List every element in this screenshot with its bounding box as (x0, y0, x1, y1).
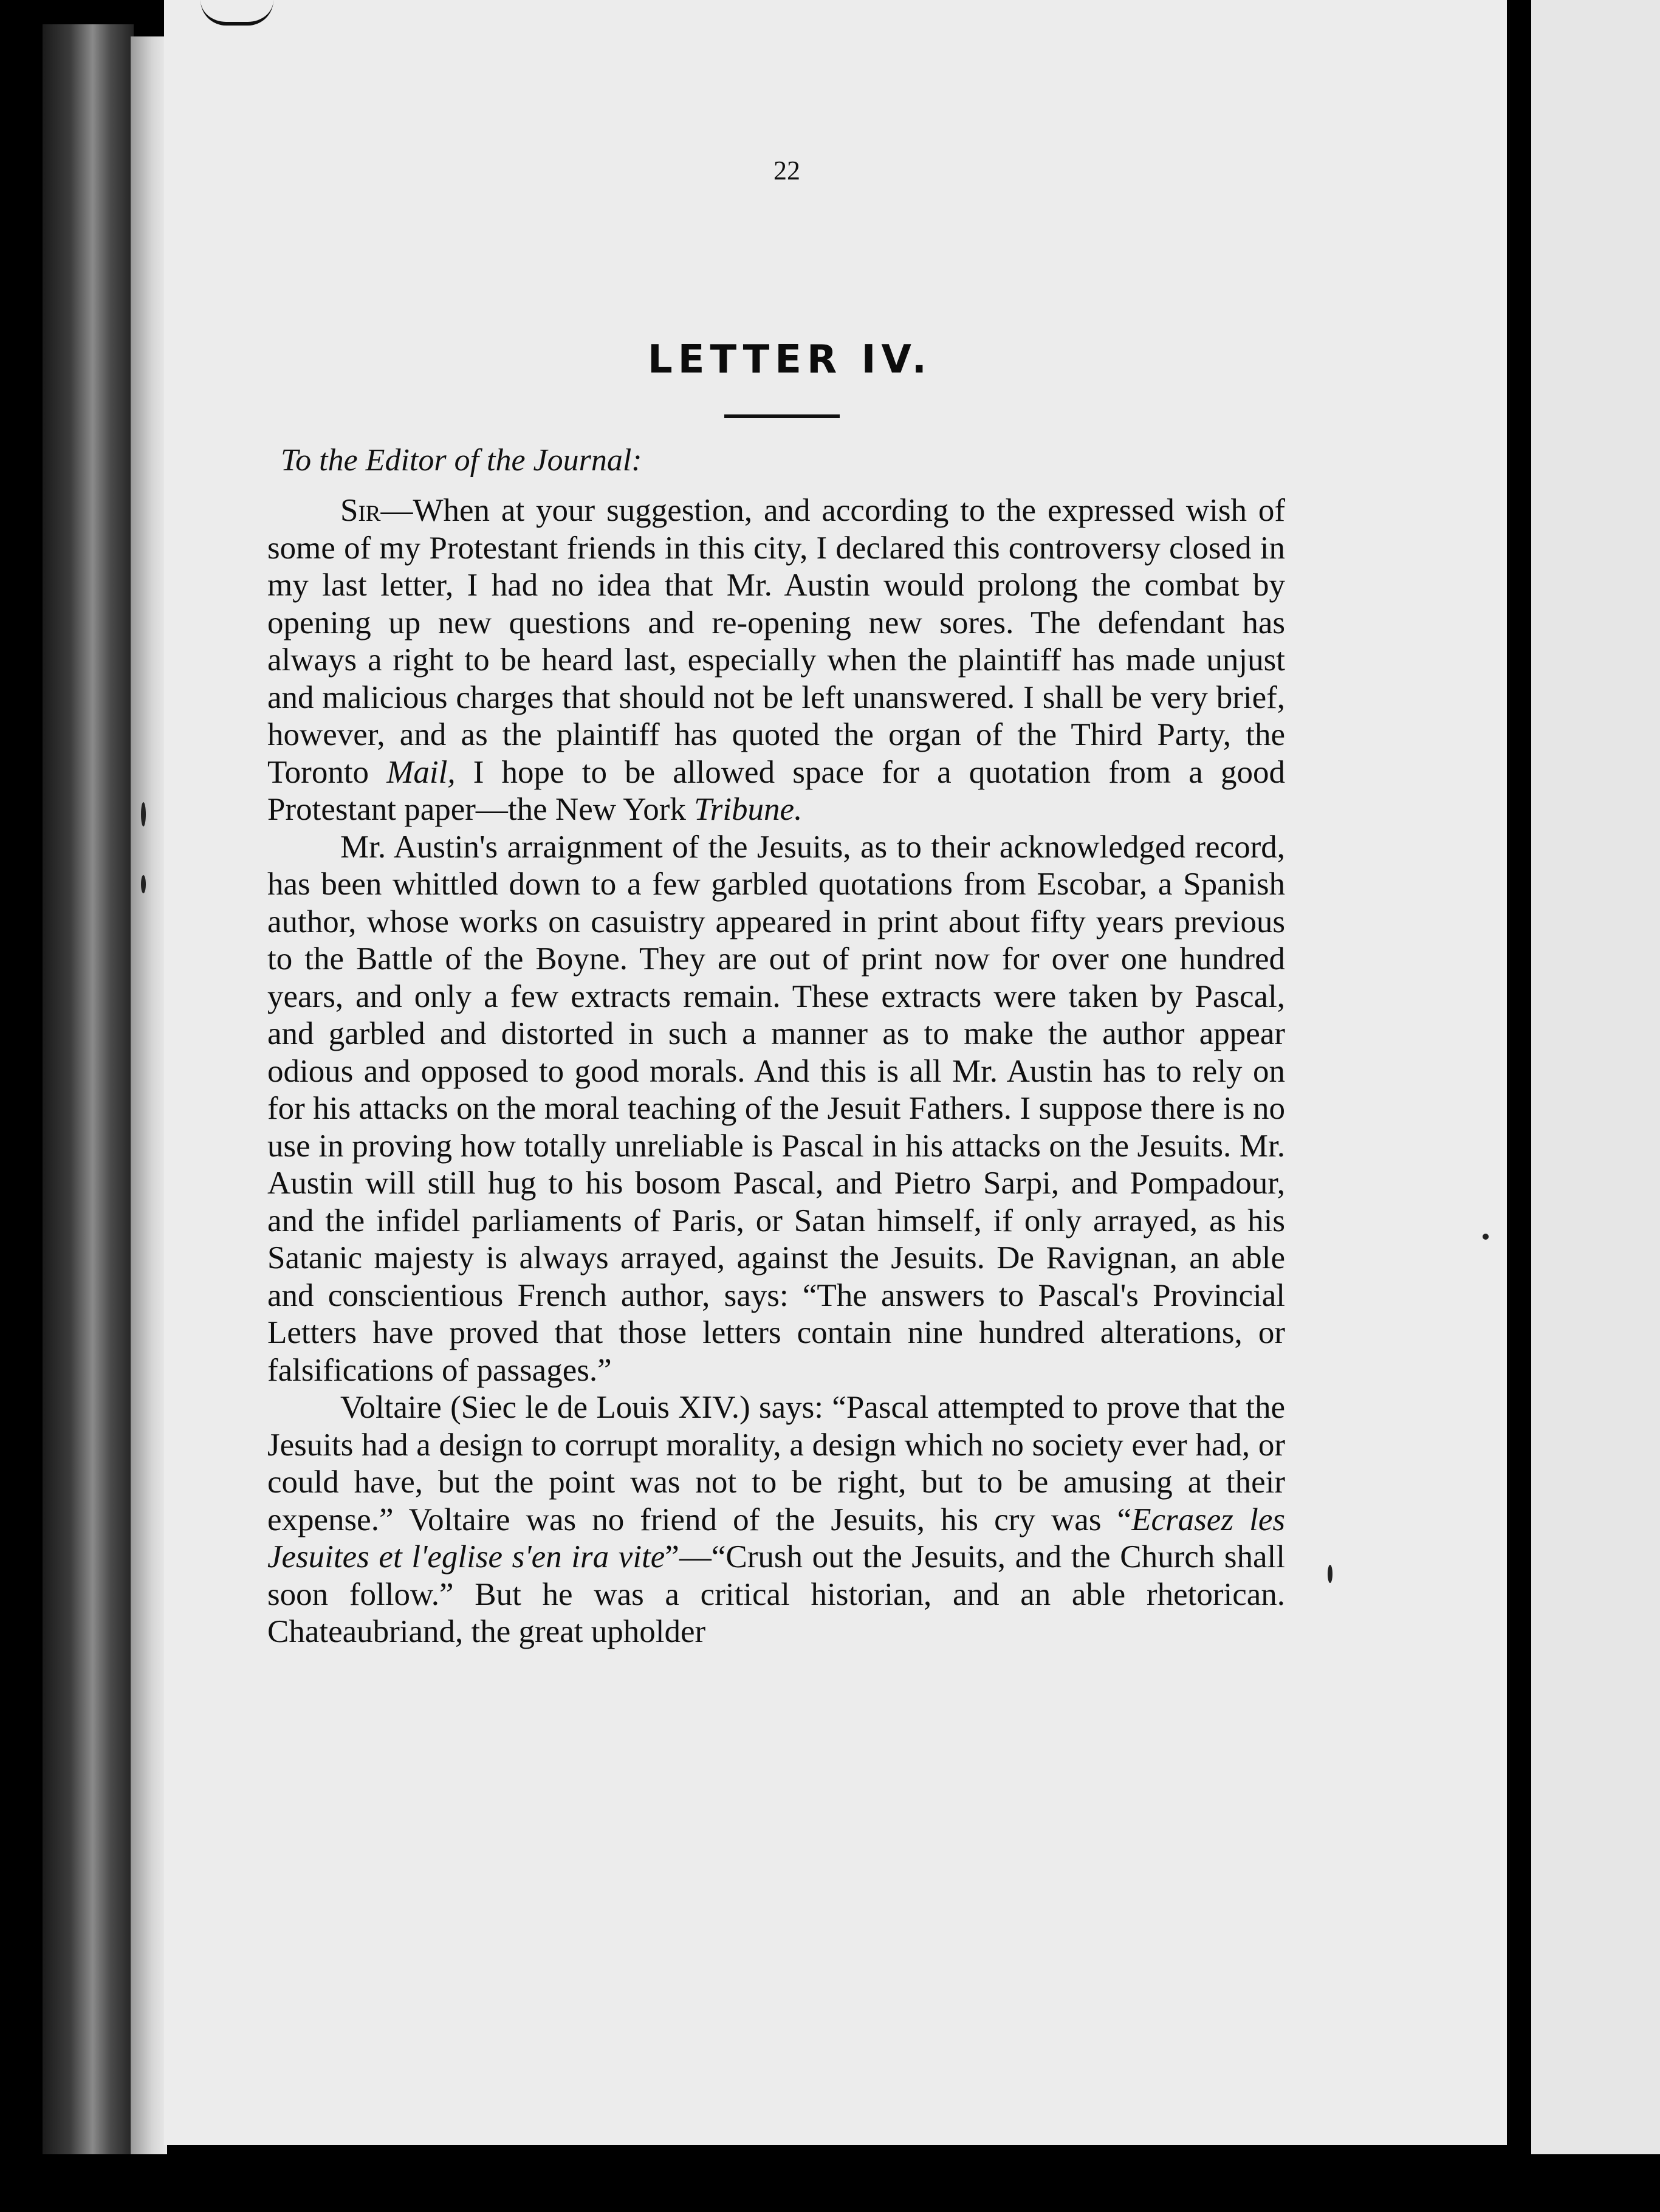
page-fold-gutter (1507, 0, 1531, 2188)
page-number: 22 (773, 156, 800, 185)
paragraph-3-text-2: ”—“Crush out the Jesuits, and the Church shall soon follow.” But he was a critical historian, and an able rhetorican. Chateaubriand, the great upholder (267, 1539, 1285, 1649)
page-edge-shadow (131, 36, 167, 2157)
letter-title: LETTER IV. (648, 337, 932, 382)
paragraph-3 (267, 1389, 1285, 1651)
scan-bottom-border (0, 2154, 1660, 2212)
paragraph-3-text: Voltaire (Siec le de Louis XIV.) says: “Pascal attempted to prove that the Jesuits had a design to corrupt morality, a design which no society ever had, or could have, but the point was not to be right, but to be amusing at their expense.” Voltaire was no friend of the Jesuits, his cry was “ (267, 1390, 1285, 1537)
paragraph-3-italic-quote: Ecrasez les Jesuites et l'eglise s'en ira vite (267, 1502, 1285, 1575)
paragraph-1 (267, 492, 1285, 829)
paragraph-1-italic-mail: Mail, (386, 754, 456, 790)
book-spine (43, 24, 134, 2163)
paragraph-1-lead: Sir (340, 493, 381, 528)
scan-speck (1483, 1234, 1489, 1240)
paragraph-1-text-2: I hope to be allowed space for a quotation from a good Protestant paper—the New York (267, 754, 1285, 827)
title-rule (724, 414, 840, 418)
paragraph-2: Mr. Austin's arraignment of the Jesuits, as to their acknowledged record, has been whittled down to a few garbled quotations from Escobar, a Spanish author, whose works on casuistry appeared in print about fifty years previous to the Battle of the Boyne. They are out of print now for over one hundred years, and only a few extracts remain. These extracts were taken by Pascal, and garbled and distorted in such a manner as to make the author appear odious and opposed to good morals. And this is all Mr. Austin has to rely on for his attacks on the moral teaching of the Jesuit Fathers. I suppose there is no use in proving how totally unreliable is Pascal in his attacks on the Jesuits. Mr. Austin will still hug to his bosom Pascal, and Pietro Sarpi, and Pompadour, and the infidel parliaments of Paris, or Satan himself, if only arrayed, as his Satanic majesty is always arrayed, against the Jesuits. De Ravignan, an able and conscientious French author, says: “The answers to Pascal's Provincial Letters have proved that those letters contain nine hundred alterations, or falsifications of passages.” (267, 829, 1285, 1388)
paragraph-1-italic-tribune: Tribune. (694, 792, 803, 827)
scan-speck (1328, 1565, 1332, 1583)
paragraph-1-text: —When at your suggestion, and according to the expressed wish of some of my Protestant friends in this city, I declared this controversy closed in my last letter, I had no idea that Mr. Austin would prolong the combat by opening up new questions and re-opening new sores. The defendant has always a right to be heard last, especially when the plaintiff has made unjust and malicious charges that should not be left unanswered. I shall be very brief, however, and as the plaintiff has quoted the organ of the Third Party, the Toronto (267, 493, 1285, 790)
scan-speck (141, 875, 146, 893)
facing-page-edge (1531, 0, 1660, 2188)
scan-speck (141, 802, 146, 826)
letter-body (267, 492, 1285, 1651)
salutation: To the Editor of the Journal: (281, 443, 642, 478)
